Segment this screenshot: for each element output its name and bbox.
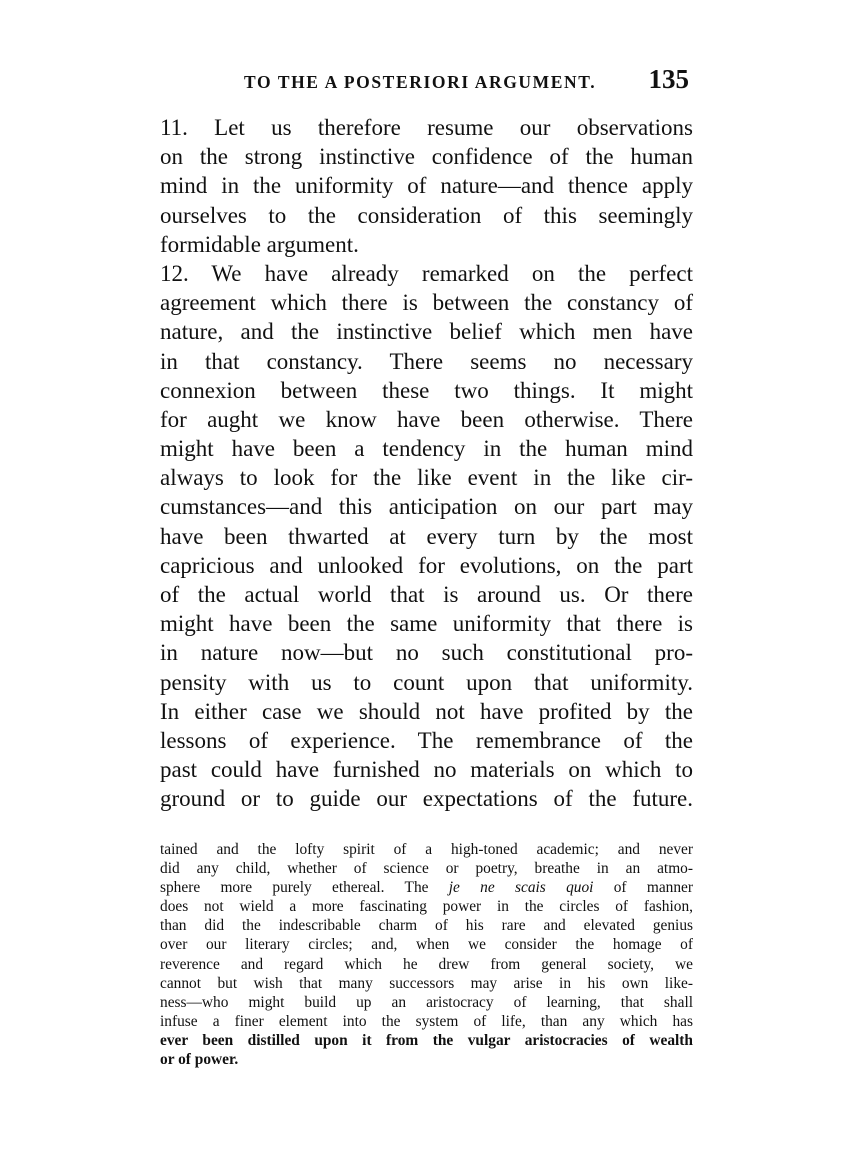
text-line: 12. We have already remarked on the perfect: [160, 260, 693, 286]
text-line: pensity with us to count upon that uniformity.: [160, 669, 693, 695]
text-line: mind in the uniformity of nature—and thence apply: [160, 173, 693, 199]
page-number: 135: [648, 64, 689, 94]
footnote-line: cannot but wish that many successors may arise in his own like-: [160, 974, 693, 992]
footnote-line: over our literary circles; and, when we consider the homage of: [160, 936, 693, 954]
running-title: TO THE A POSTERIORI ARGUMENT.: [244, 72, 597, 92]
footnote-line: sphere more purely ethereal. The je ne scais quoi of manner: [160, 879, 693, 897]
text-line: past could have furnished no materials on which to: [160, 757, 693, 783]
footnote-line: tained and the lofty spirit of a high-toned academic; and never: [160, 841, 693, 858]
text-line: might have been a tendency in the human mind: [160, 436, 693, 462]
text-line: formidable argument.: [160, 231, 359, 257]
text-line: cumstances—and this anticipation on our part may: [160, 494, 693, 520]
text-line: connexion between these two things. It might: [160, 377, 693, 403]
text-line: In either case we should not have profited by the: [160, 698, 693, 724]
text-line: lessons of experience. The remembrance of the: [160, 727, 693, 753]
footnote-line: than did the indescribable charm of his rare and elevated genius: [160, 917, 693, 935]
main-text: [160, 113, 693, 814]
text-line: 11. Let us therefore resume our observations: [160, 115, 693, 140]
text-line: agreement which there is between the constancy of: [160, 290, 693, 316]
text-line: ground or to guide our expectations of the future.: [160, 786, 693, 812]
footnote: [160, 840, 693, 1069]
footnote-line: does not wield a more fascinating power in the circles of fashion,: [160, 898, 693, 916]
footnote-line: reverence and regard which he drew from general society, we: [160, 955, 693, 973]
running-head: [160, 62, 693, 102]
text-line: on the strong instinctive confidence of the human: [160, 144, 693, 170]
text-line: always to look for the like event in the like cir-: [160, 465, 693, 491]
text-line: of the actual world that is around us. Or there: [160, 582, 693, 607]
text-line: have been thwarted at every turn by the most: [160, 523, 693, 549]
text-line: capricious and unlooked for evolutions, on the part: [160, 552, 693, 578]
footnote-line: ness—who might build up an aristocracy of learning, that shall: [160, 993, 693, 1011]
text-line: ourselves to the consideration of this seemingly: [160, 202, 693, 228]
text-line: for aught we know have been otherwise. There: [160, 406, 693, 432]
footnote-line: did any child, whether of science or poetry, breathe in an atmo-: [160, 860, 693, 878]
text-line: in that constancy. There seems no necessary: [160, 348, 693, 374]
footnote-line: ever been distilled upon it from the vulgar aristocracies of wealth: [160, 1031, 693, 1049]
text-line: in nature now—but no such constitutional pro-: [160, 640, 693, 666]
text-line: might have been the same uniformity that there is: [160, 611, 693, 637]
footnote-line: or of power.: [160, 1051, 239, 1069]
footnote-line: infuse a finer element into the system of life, than any which has: [160, 1012, 693, 1030]
text-line: nature, and the instinctive belief which men have: [160, 319, 693, 345]
